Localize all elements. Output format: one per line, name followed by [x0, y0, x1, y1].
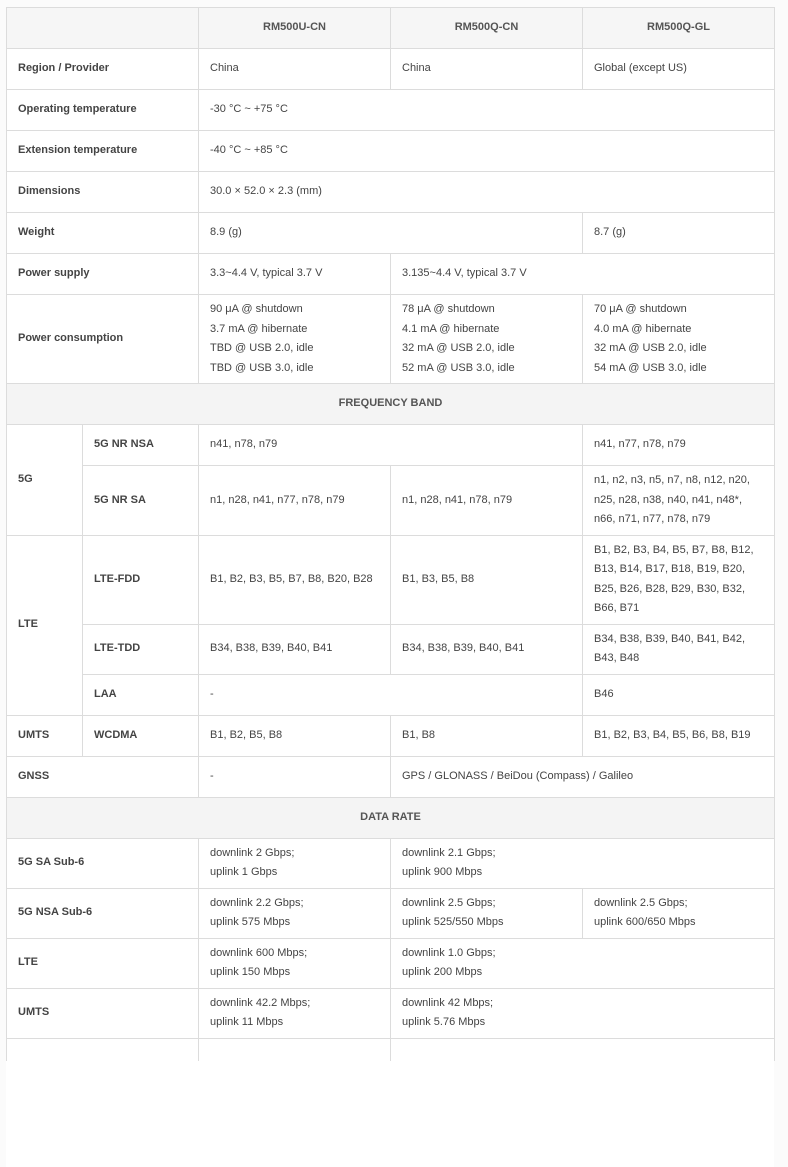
lte-group-label: LTE: [7, 535, 83, 715]
text-line: B43, B48: [594, 652, 640, 664]
power-supply-u-cn: 3.3~4.4 V, typical 3.7 V: [199, 254, 391, 295]
text-line: TBD @ USB 3.0, idle: [210, 361, 314, 374]
lte-tdd-q-cn: B34, B38, B39, B40, B41: [391, 624, 583, 674]
rate-umts-q: [391, 988, 775, 1038]
row-power-supply: [7, 254, 775, 295]
rate-5g-nsa-q-gl: [583, 888, 775, 938]
row-dimensions: [7, 172, 775, 213]
header-corner: [7, 8, 199, 49]
lte-tdd-u-cn: B34, B38, B39, B40, B41: [199, 624, 391, 674]
row-cut-off: [7, 1038, 775, 1061]
text-line: n1, n2, n3, n5, n7, n8, n12, n20,: [594, 474, 750, 486]
text-line: downlink 42 Mbps;: [402, 996, 494, 1009]
text-line: 54 mA @ USB 3.0, idle: [594, 361, 707, 374]
row-weight: [7, 213, 775, 254]
lte-fdd-label: LTE-FDD: [83, 535, 199, 624]
text-line: TBD @ USB 2.0, idle: [210, 342, 314, 354]
cut-off-cell: [7, 1038, 199, 1061]
text-line: downlink 2.5 Gbps;: [594, 896, 688, 909]
text-line: downlink 2.5 Gbps;: [402, 896, 496, 909]
rate-5g-nsa-q-cn: [391, 888, 583, 938]
row-5g-nsa-sub6: [7, 888, 775, 938]
cut-off-cell: [391, 1038, 775, 1061]
weight-cn: 8.9 (g): [199, 213, 583, 254]
gnss-u-cn: -: [199, 756, 391, 797]
text-line: 4.0 mA @ hibernate: [594, 322, 692, 335]
ext-temp-value: -40 °C ~ +85 °C: [199, 131, 775, 172]
row-extension-temperature: [7, 131, 775, 172]
frequency-band-section-row: [7, 384, 775, 425]
text-line: 4.1 mA @ hibernate: [402, 322, 500, 335]
text-line: downlink 42.2 Mbps;: [210, 996, 311, 1009]
5g-nr-nsa-cn: n41, n78, n79: [199, 425, 583, 466]
row-umts-wcdma: [7, 715, 775, 756]
spec-table: [6, 7, 775, 1061]
power-supply-label: Power supply: [7, 254, 199, 295]
gnss-q: GPS / GLONASS / BeiDou (Compass) / Galileo: [391, 756, 775, 797]
lte-fdd-q-cn: B1, B3, B5, B8: [391, 535, 583, 624]
text-line: downlink 600 Mbps;: [210, 946, 308, 959]
text-line: 52 mA @ USB 3.0, idle: [402, 361, 515, 374]
power-consumption-q-gl: [583, 295, 775, 384]
row-operating-temperature: [7, 90, 775, 131]
lte-tdd-label: LTE-TDD: [83, 624, 199, 674]
dimensions-label: Dimensions: [7, 172, 199, 213]
rate-umts-label: UMTS: [7, 988, 199, 1038]
weight-label: Weight: [7, 213, 199, 254]
rate-5g-nsa-u-cn: [199, 888, 391, 938]
header-rm500q-cn: RM500Q-CN: [391, 8, 583, 49]
rate-5g-nsa-label: 5G NSA Sub-6: [7, 888, 199, 938]
spec-table-container: [6, 7, 774, 1167]
text-line: n66, n71, n77, n78, n79: [594, 513, 711, 525]
wcdma-label: WCDMA: [83, 715, 199, 756]
5g-nr-sa-q-gl: [583, 466, 775, 536]
power-consumption-label: Power consumption: [7, 295, 199, 384]
text-line: 90 μA @ shutdown: [210, 303, 303, 315]
text-line: uplink 575 Mbps: [210, 916, 291, 928]
text-line: 70 μA @ shutdown: [594, 303, 687, 315]
5g-nr-sa-label: 5G NR SA: [83, 466, 199, 536]
rate-5g-sa-u-cn: [199, 838, 391, 888]
text-line: uplink 11 Mbps: [210, 1016, 284, 1028]
text-line: downlink 2.2 Gbps;: [210, 896, 304, 909]
cut-off-cell: [199, 1038, 391, 1061]
text-line: uplink 525/550 Mbps: [402, 916, 504, 928]
row-rate-umts: [7, 988, 775, 1038]
wcdma-q-cn: B1, B8: [391, 715, 583, 756]
text-line: 32 mA @ USB 2.0, idle: [402, 342, 515, 354]
text-line: uplink 150 Mbps: [210, 966, 291, 978]
power-consumption-u-cn: [199, 295, 391, 384]
op-temp-label: Operating temperature: [7, 90, 199, 131]
text-line: uplink 600/650 Mbps: [594, 916, 696, 928]
ext-temp-label: Extension temperature: [7, 131, 199, 172]
region-label: Region / Provider: [7, 49, 199, 90]
rate-lte-q: [391, 938, 775, 988]
text-line: B13, B14, B17, B18, B19, B20,: [594, 563, 746, 575]
row-power-consumption: [7, 295, 775, 384]
text-line: n25, n28, n38, n40, n41, n48*,: [594, 493, 743, 506]
umts-group-label: UMTS: [7, 715, 83, 756]
text-line: uplink 5.76 Mbps: [402, 1016, 486, 1028]
lte-fdd-u-cn: B1, B2, B3, B5, B7, B8, B20, B28: [199, 535, 391, 624]
text-line: B1, B2, B3, B4, B5, B7, B8, B12,: [594, 543, 754, 556]
5g-group-label: 5G: [7, 425, 83, 536]
text-line: 32 mA @ USB 2.0, idle: [594, 342, 707, 354]
text-line: 78 μA @ shutdown: [402, 303, 495, 315]
5g-nr-sa-q-cn: n1, n28, n41, n78, n79: [391, 466, 583, 536]
header-rm500q-gl: RM500Q-GL: [583, 8, 775, 49]
row-gnss: [7, 756, 775, 797]
row-5g-sa-sub6: [7, 838, 775, 888]
rate-lte-label: LTE: [7, 938, 199, 988]
rate-lte-u-cn: [199, 938, 391, 988]
op-temp-value: -30 °C ~ +75 °C: [199, 90, 775, 131]
weight-gl: 8.7 (g): [583, 213, 775, 254]
row-5g-nr-sa: [7, 466, 775, 536]
5g-nr-nsa-label: 5G NR NSA: [83, 425, 199, 466]
5g-nr-nsa-gl: n41, n77, n78, n79: [583, 425, 775, 466]
region-q-gl: Global (except US): [583, 49, 775, 90]
wcdma-q-gl: B1, B2, B3, B4, B5, B6, B8, B19: [583, 715, 775, 756]
row-laa: [7, 674, 775, 715]
text-line: uplink 900 Mbps: [402, 866, 483, 878]
laa-cn: -: [199, 674, 583, 715]
lte-tdd-q-gl: [583, 624, 775, 674]
laa-label: LAA: [83, 674, 199, 715]
data-rate-heading: DATA RATE: [7, 797, 775, 838]
wcdma-u-cn: B1, B2, B5, B8: [199, 715, 391, 756]
power-supply-q: 3.135~4.4 V, typical 3.7 V: [391, 254, 775, 295]
row-5g-nr-nsa: [7, 425, 775, 466]
text-line: downlink 2.1 Gbps;: [402, 846, 496, 859]
text-line: B66, B71: [594, 602, 640, 614]
rate-5g-sa-label: 5G SA Sub-6: [7, 838, 199, 888]
header-rm500u-cn: RM500U-CN: [199, 8, 391, 49]
row-rate-lte: [7, 938, 775, 988]
lte-fdd-q-gl: [583, 535, 775, 624]
row-lte-fdd: [7, 535, 775, 624]
laa-gl: B46: [583, 674, 775, 715]
text-line: downlink 1.0 Gbps;: [402, 946, 496, 959]
data-rate-section-row: [7, 797, 775, 838]
region-q-cn: China: [391, 49, 583, 90]
row-lte-tdd: [7, 624, 775, 674]
region-u-cn: China: [199, 49, 391, 90]
rate-umts-u-cn: [199, 988, 391, 1038]
text-line: B34, B38, B39, B40, B41, B42,: [594, 632, 746, 645]
rate-5g-sa-q: [391, 838, 775, 888]
row-region: [7, 49, 775, 90]
model-header-row: [7, 8, 775, 49]
text-line: uplink 200 Mbps: [402, 966, 483, 978]
5g-nr-sa-u-cn: n1, n28, n41, n77, n78, n79: [199, 466, 391, 536]
frequency-band-heading: FREQUENCY BAND: [7, 384, 775, 425]
text-line: uplink 1 Gbps: [210, 866, 278, 878]
dimensions-value: 30.0 × 52.0 × 2.3 (mm): [199, 172, 775, 213]
gnss-label: GNSS: [7, 756, 199, 797]
power-consumption-q-cn: [391, 295, 583, 384]
text-line: B25, B26, B28, B29, B30, B32,: [594, 582, 746, 595]
text-line: downlink 2 Gbps;: [210, 846, 295, 859]
text-line: 3.7 mA @ hibernate: [210, 322, 308, 335]
